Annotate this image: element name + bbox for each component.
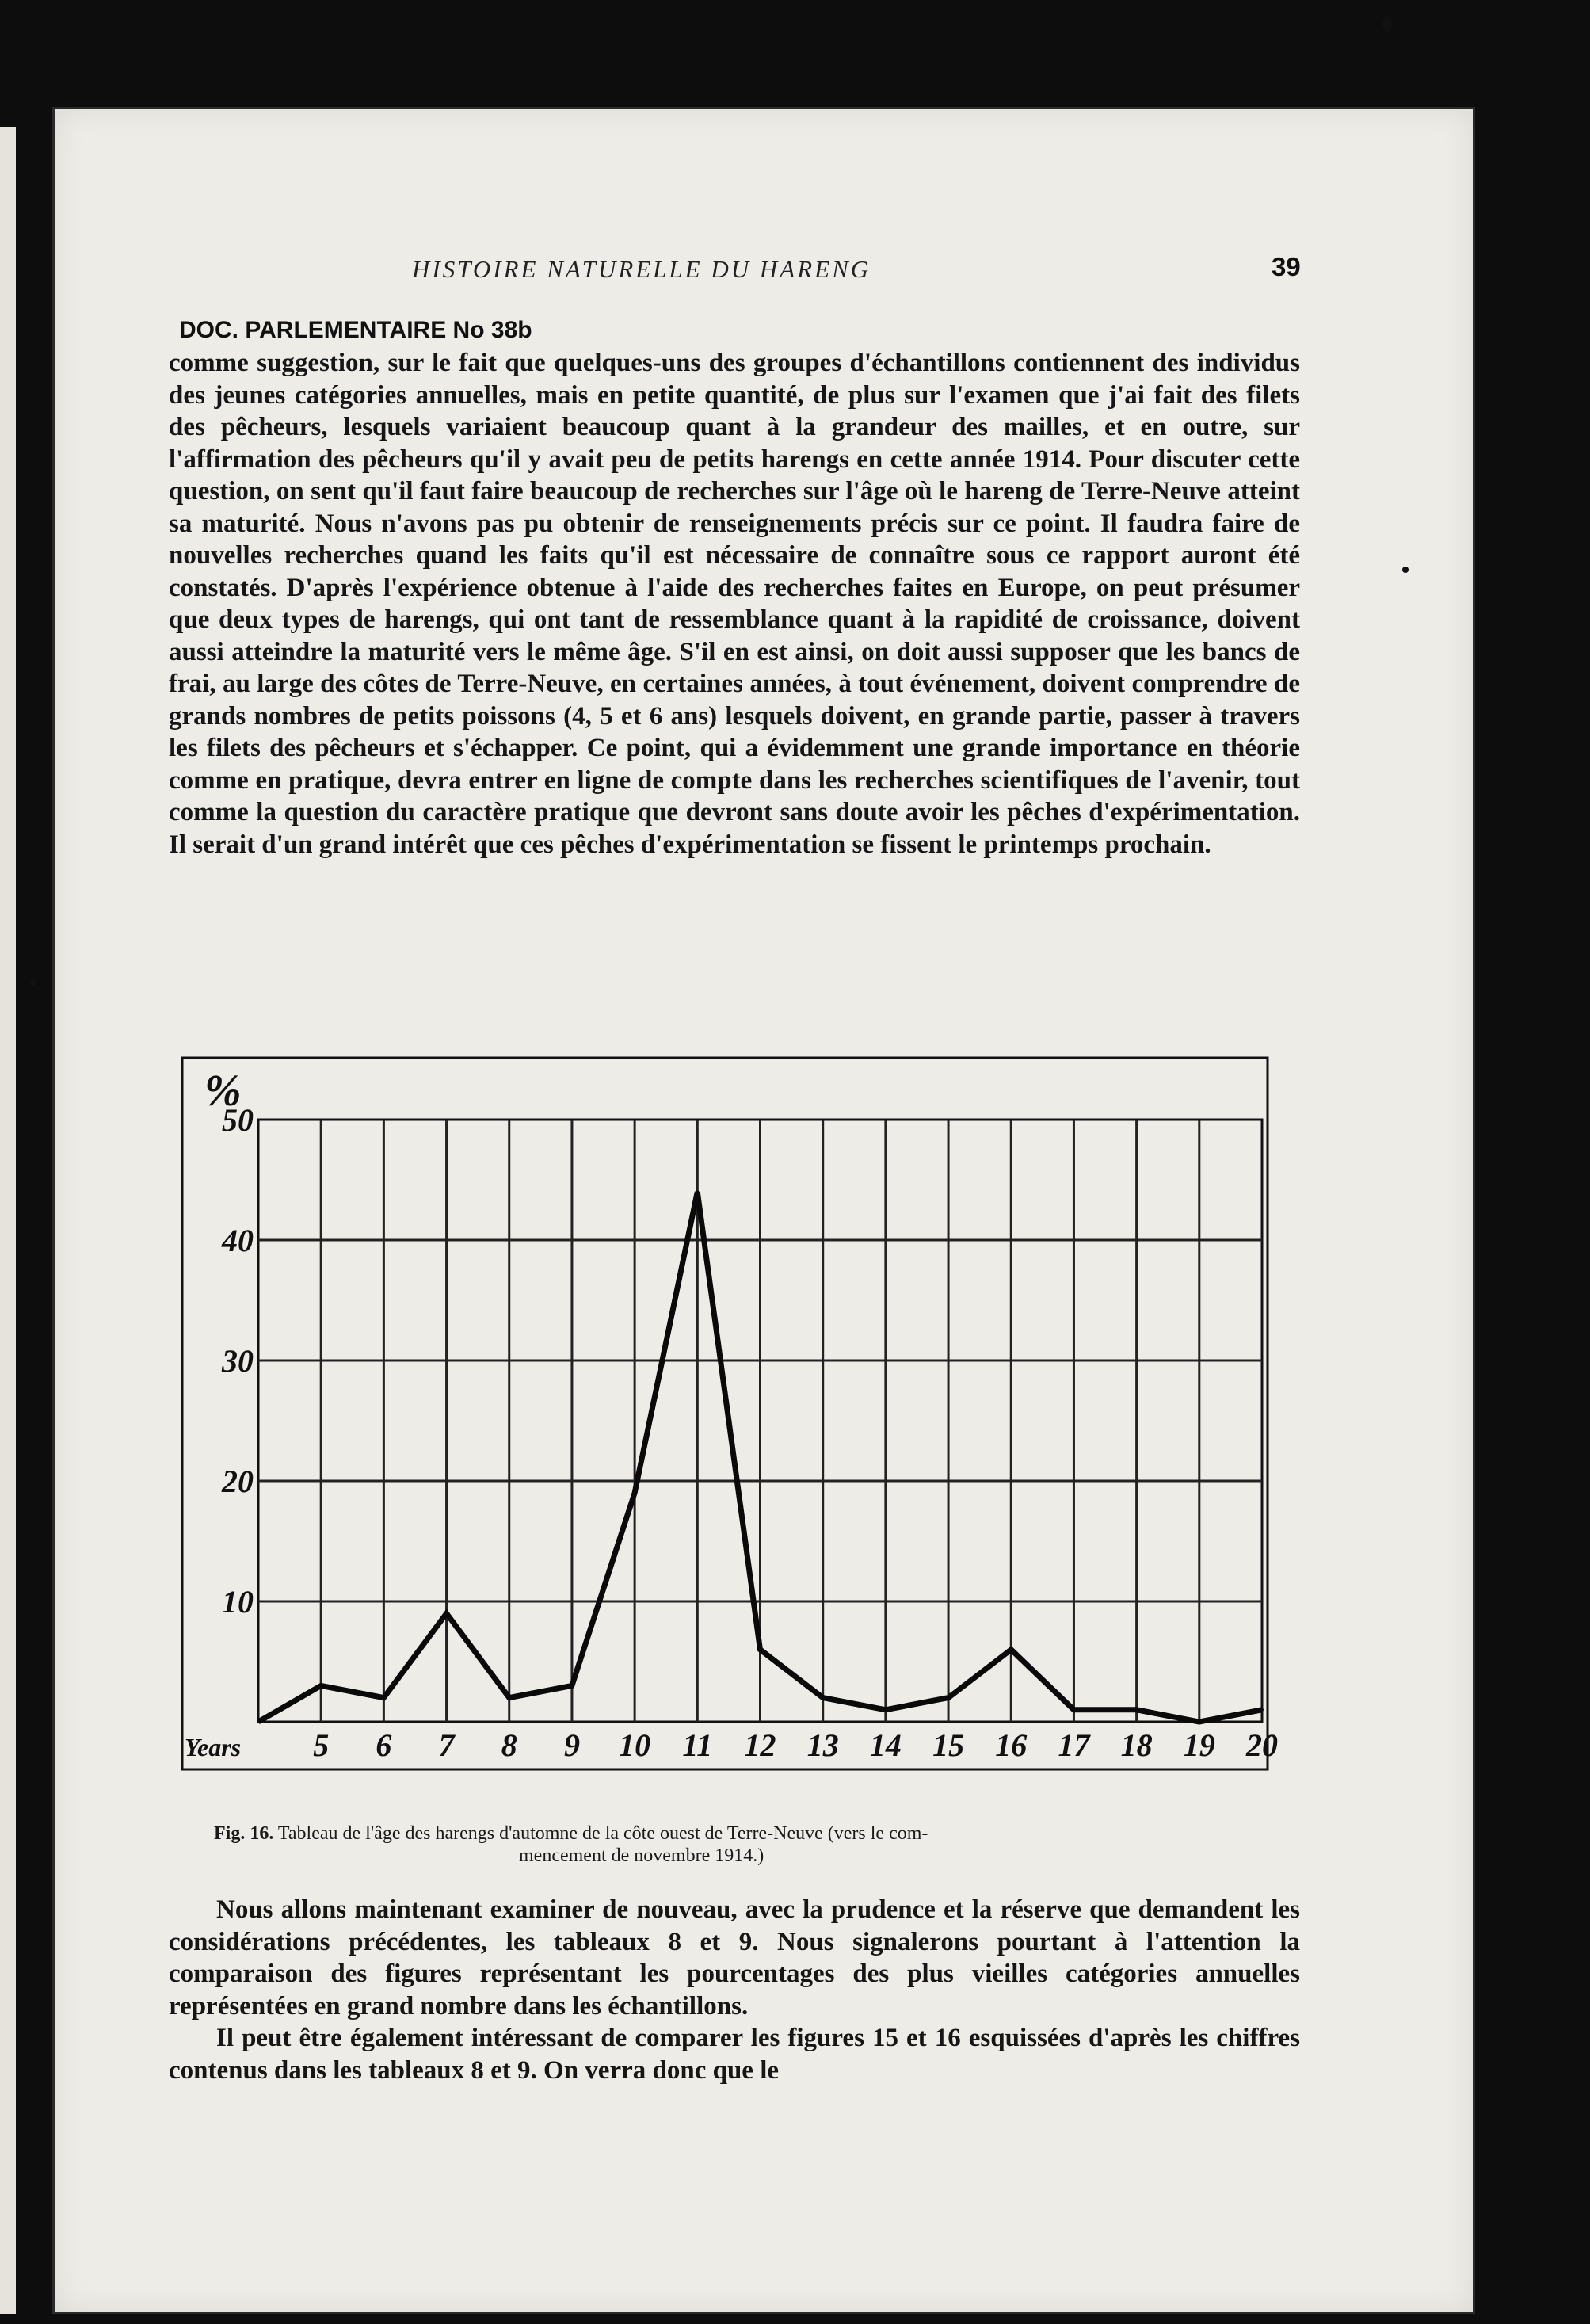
data-point <box>1072 1708 1075 1712</box>
data-point <box>884 1708 887 1712</box>
chart-svg <box>181 1056 1278 1777</box>
figure-caption <box>214 1822 1291 1867</box>
x-tick-label: 9 <box>563 1727 580 1763</box>
paragraph-text: Nous allons maintenant examiner de nouveau, avec la prudence et la réserve que demandent les considérations précédentes, les tableaux 8 et 9. Nous signalerons pourtant à l'attention la comparaison des figures représentant les pourcentages des plus vieilles catégories annuelles représentées en grand nombre dans les échantillons. <box>169 1895 1300 2021</box>
x-tick-label: 12 <box>744 1727 776 1763</box>
y-axis-label: % <box>204 1067 242 1116</box>
data-point <box>1135 1708 1138 1712</box>
x-tick-label: 15 <box>932 1727 965 1763</box>
data-point <box>1198 1720 1201 1723</box>
data-point <box>382 1696 385 1700</box>
x-tick-label: 14 <box>869 1727 902 1763</box>
x-tick-label: 20 <box>1246 1727 1278 1763</box>
x-tick-label: 7 <box>438 1727 455 1763</box>
chart-outer-border <box>182 1058 1268 1769</box>
data-point <box>822 1696 825 1700</box>
data-point <box>319 1684 322 1687</box>
x-tick-label: 13 <box>806 1727 839 1763</box>
data-point <box>1260 1708 1264 1712</box>
data-point <box>508 1696 511 1700</box>
data-point <box>633 1491 636 1494</box>
page-number: 39 <box>1272 252 1301 281</box>
caption-text-1: Tableau de l'âge des harengs d'automne de la côte ouest de Terre-Neuve (vers le com- <box>277 1823 928 1844</box>
body-paragraph-1 <box>169 347 1300 861</box>
data-point <box>759 1648 762 1651</box>
x-tick-label: 19 <box>1183 1727 1215 1763</box>
data-point <box>947 1696 950 1700</box>
x-tick-label: 10 <box>619 1727 651 1763</box>
y-tick-label: 20 <box>222 1463 254 1499</box>
x-axis-label: Years <box>185 1733 242 1761</box>
y-tick-label: 50 <box>222 1102 254 1138</box>
scan-speck <box>30 979 37 986</box>
x-tick-label: 5 <box>313 1727 330 1763</box>
x-tick-label: 16 <box>995 1727 1028 1763</box>
x-tick-label: 18 <box>1120 1727 1153 1763</box>
y-tick-label: 30 <box>222 1343 254 1379</box>
y-tick-label: 10 <box>222 1584 254 1620</box>
x-tick-label: 8 <box>501 1727 517 1763</box>
running-head: HISTOIRE NATURELLE DU HARENG <box>412 255 871 283</box>
scan-speck <box>1382 16 1392 32</box>
y-tick-label: 40 <box>222 1223 254 1258</box>
caption-label: Fig. 16. <box>214 1823 274 1844</box>
age-distribution-chart <box>181 1056 1278 1777</box>
paragraph-text: Il peut être également intéressant de comparer les figures 15 et 16 esquissées d'après les chiffres contenus dans les tableaux 8 et 9. On verra donc que le <box>169 2024 1300 2085</box>
data-point <box>445 1612 448 1615</box>
scan-speck <box>1402 567 1409 573</box>
data-point <box>1009 1648 1012 1651</box>
caption-text-2: mencement de novembre 1914.) <box>519 1845 764 1866</box>
caption-line-1 <box>214 1822 1291 1845</box>
x-tick-label: 6 <box>376 1727 392 1763</box>
paragraph-text: comme suggestion, sur le fait que quelques-uns des groupes d'échantillons contiennent des individus des jeunes catégories annuelles, mais en petite quantité, de plus sur l'examen que j'ai fait des filets des pêcheurs, lesquels variaient beaucoup quant à la grandeur des mailles, et en outre, sur l'affirmation des pêcheurs qu'il y avait peu de petits harengs en cette année 1914. Pour discuter cette question, on sent qu'il faut faire beaucoup de recherches sur l'âge où le hareng de Terre-Neuve atteint sa maturité. Nous n'avons pas pu obtenir de renseignements précis sur ce point. Il faudra faire de nouvelles recherches quand les faits qu'il est nécessaire de connaître sous ce rapport auront été constatés. D'après l'expérience obtenue à l'aide des recherches faites en Europe, on peut présumer que deux types de harengs, qui ont tant de ressemblance quant à la rapidité de croissance, doivent aussi atteindre la maturité vers le même âge. S'il en est ainsi, on doit aussi supposer que les bancs de frai, au large des côtes de Terre-Neuve, en certaines années, à tout événement, doivent comprendre de grands nombres de petits poissons (4, 5 et 6 ans) lesquels doivent, en grande partie, passer à travers les filets des pêcheurs et s'échapper. Ce point, qui a évidemment une grande importance en théorie comme en pratique, devra entrer en ligne de compte dans les recherches scientifiques de l'avenir, tout comme la question du caractère pratique que devront sans doute avoir les pêches d'expérimentation. Il serait d'un grand intérêt que ces pêches d'expérimentation se fissent le printemps prochain. <box>169 349 1300 859</box>
document-reference: DOC. PARLEMENTAIRE No 38b <box>179 317 532 343</box>
body-paragraphs-2 <box>169 1894 1300 2086</box>
data-point <box>696 1190 699 1193</box>
x-tick-label: 11 <box>682 1727 713 1763</box>
x-tick-label: 17 <box>1058 1727 1090 1763</box>
data-point <box>570 1684 574 1687</box>
adjacent-page-edge <box>0 127 16 2314</box>
